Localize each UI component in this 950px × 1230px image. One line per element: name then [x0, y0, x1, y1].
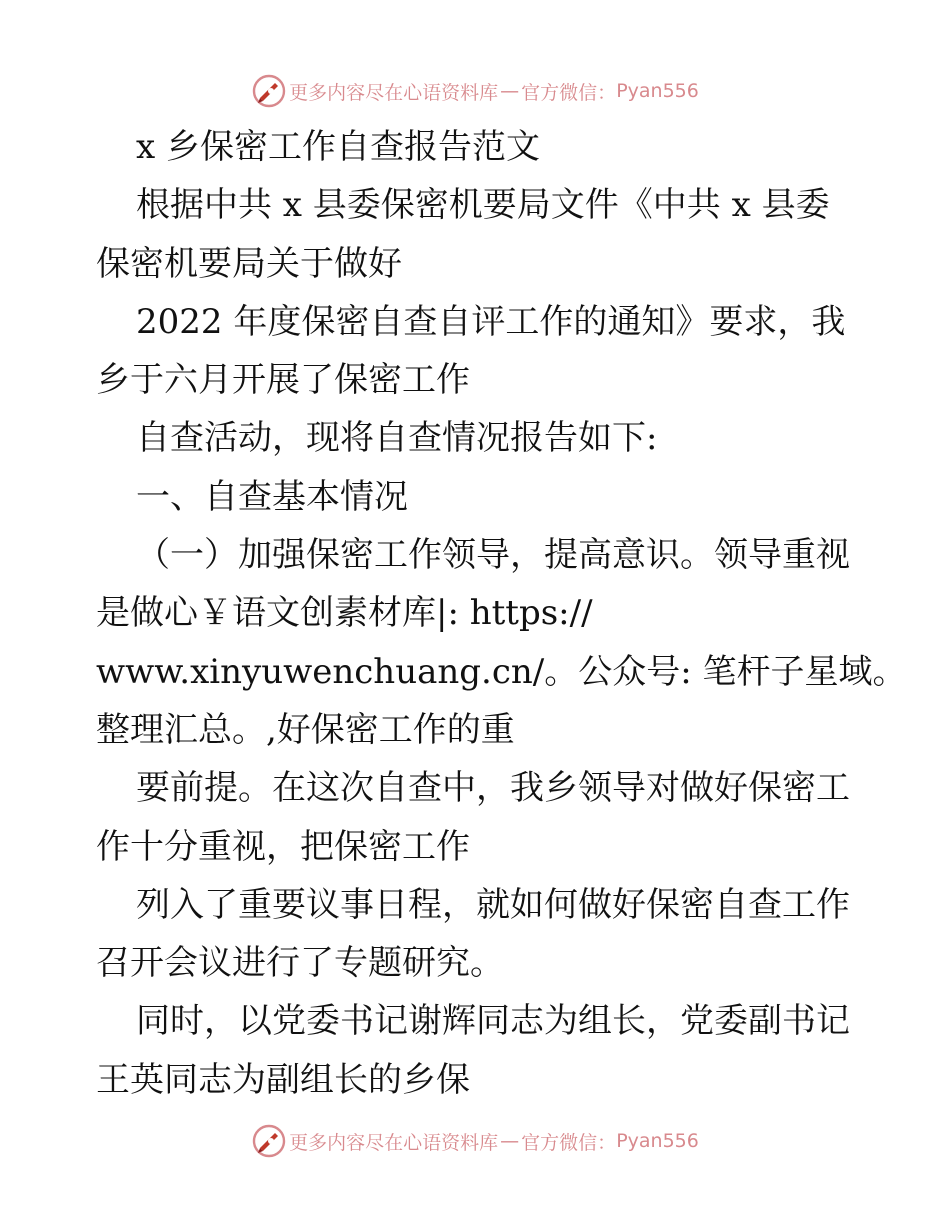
text-line: 同时，以党委书记谢辉同志为组长，党委副书记 — [136, 1001, 850, 1042]
text-line: www.xinyuwenchuang.cn/。公众号: 笔杆子星域。 — [96, 651, 907, 692]
banner-wechat-id: Pyan556 — [616, 1130, 699, 1152]
section-heading: 一、自查基本情况 — [136, 476, 408, 517]
text-line: 召开会议进行了专题研究。 — [96, 943, 504, 984]
banner-wechat-label: 官方微信： — [521, 1131, 617, 1154]
banner-separator: — — [500, 80, 520, 102]
text-line: 保密机要局关于做好 — [96, 243, 402, 284]
banner-wechat-label: 官方微信： — [521, 81, 617, 104]
text-line: 2022 年度保密自查自评工作的通知》要求，我 — [136, 301, 846, 342]
text-line: （一）加强保密工作领导，提高意识。领导重视 — [136, 535, 850, 576]
banner-text: 更多内容尽在心语资料库 — [289, 1131, 499, 1154]
document-title: x 乡保密工作自查报告范文 — [136, 127, 540, 167]
banner-text: 更多内容尽在心语资料库 — [289, 81, 499, 104]
pen-logo-icon — [251, 1123, 287, 1159]
text-line: 根据中共 x 县委保密机要局文件《中共 x 县委 — [136, 185, 830, 226]
text-line: 王英同志为副组长的乡保 — [96, 1059, 470, 1100]
text-line: 自查活动，现将自查情况报告如下: — [136, 418, 658, 459]
pen-logo-icon — [251, 73, 287, 109]
banner-wechat-id: Pyan556 — [616, 80, 699, 102]
text-line: 整理汇总。,好保密工作的重 — [96, 709, 515, 750]
header-watermark-banner — [0, 71, 950, 111]
text-line: 列入了重要议事日程，就如何做好保密自查工作 — [136, 884, 850, 925]
footer-watermark-banner — [0, 1121, 950, 1161]
text-line: 要前提。在这次自查中，我乡领导对做好保密工 — [136, 768, 850, 809]
text-line: 是做心￥语文创素材库|: https:// — [96, 593, 593, 634]
document-body — [96, 118, 907, 1109]
text-line: 乡于六月开展了保密工作 — [96, 360, 470, 401]
banner-separator: — — [500, 1130, 520, 1152]
text-line: 作十分重视，把保密工作 — [96, 826, 470, 867]
